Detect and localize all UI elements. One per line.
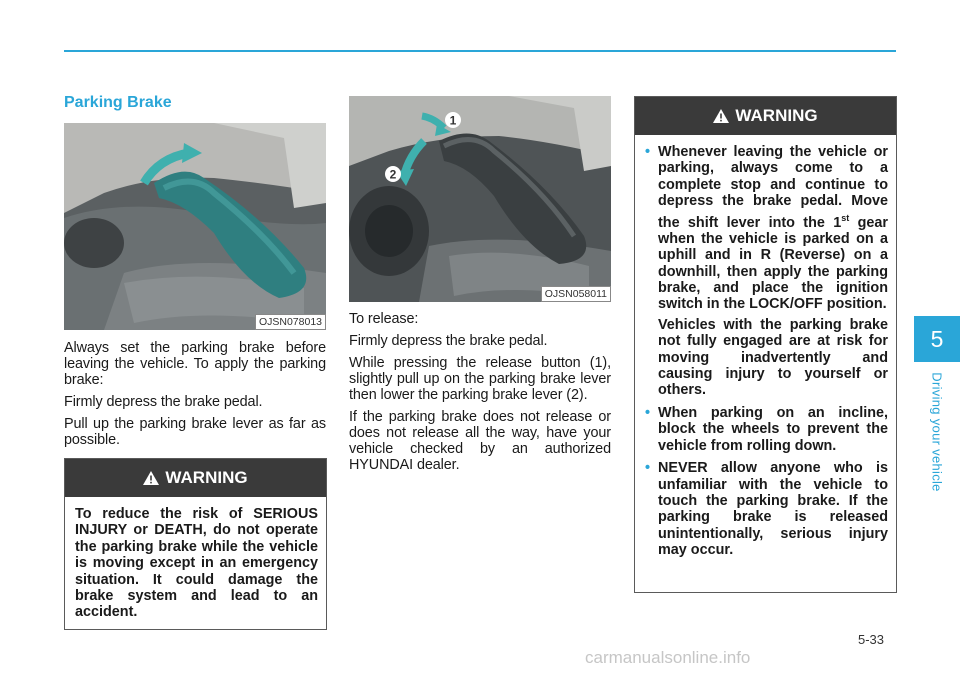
warning-item-text: gear when the vehicle is parked on a uphill and in R (Reverse) on a downhill, then apply the parking brake, and place the ignition switch in the LOCK/OFF position. xyxy=(658,214,888,313)
section-title: Parking Brake xyxy=(64,94,172,111)
warning-item xyxy=(645,460,888,558)
warning-title: WARNING xyxy=(165,468,248,487)
warning-triangle-icon xyxy=(713,109,729,123)
figure-code: OJSN078013 xyxy=(255,314,326,330)
page-number: 5-33 xyxy=(858,632,885,647)
callout-2: 2 xyxy=(389,167,397,182)
chapter-label: Driving your vehicle xyxy=(929,372,945,492)
warning-item-text: NEVER allow anyone who is unfamiliar with the vehicle to touch the parking brake. If the parking brake is released unintentionally, serious injury may occur. xyxy=(658,460,888,559)
warning-header xyxy=(65,459,326,497)
figure-code: OJSN058011 xyxy=(541,286,611,302)
bullet-icon: • xyxy=(645,144,651,160)
release-button-illustration xyxy=(349,96,611,302)
paragraph: If the parking brake does not release or does not release all the way, have your vehicle checked by an authorized HYUNDAI dealer. xyxy=(349,409,611,473)
warning-body xyxy=(65,497,326,629)
ordinal-suffix: st xyxy=(841,212,850,223)
paragraph: While pressing the release button (1), slightly pull up on the parking brake lever then lower the parking brake lever (2). xyxy=(349,355,611,403)
warning-body xyxy=(635,135,896,573)
parking-brake-lever-illustration xyxy=(64,123,326,330)
paragraph: Firmly depress the brake pedal. xyxy=(64,394,263,410)
bullet-icon: • xyxy=(645,404,651,421)
paragraph: Always set the parking brake before leaving the vehicle. To apply the parking brake: xyxy=(64,340,326,388)
warning-list xyxy=(645,144,888,559)
warning-item-subtext: Vehicles with the parking brake not fully engaged are at risk for moving inadvertently and causing injury to yourself or others. xyxy=(658,316,888,399)
warning-item-text: When parking on an incline, block the wheels to prevent the vehicle from rolling down. xyxy=(658,404,888,454)
release-instructions xyxy=(349,311,611,479)
callout-1: 1 xyxy=(449,113,457,128)
apply-instructions xyxy=(64,340,326,454)
warning-item-text: Whenever leaving the vehicle or parking, always come to a complete stop and continue to depress the brake pedal. Move the shift lever into the 1 xyxy=(658,144,888,231)
warning-item xyxy=(645,405,888,454)
paragraph: Firmly depress the brake pedal. xyxy=(349,333,548,349)
warning-header xyxy=(635,97,896,135)
header-rule xyxy=(64,50,896,52)
figure-release-parking-brake xyxy=(349,96,611,302)
watermark: carmanualsonline.info xyxy=(585,648,751,667)
warning-box-operation xyxy=(64,458,327,630)
warning-text: To reduce the risk of SERIOUS INJURY or DEATH, do not operate the parking brake while the vehicle is moving except in an emergency situation. It could damage the brake system and lead to an accident. xyxy=(75,506,318,621)
warning-box-parking xyxy=(634,96,897,593)
paragraph: Pull up the parking brake lever as far as possible. xyxy=(64,416,326,448)
bullet-icon: • xyxy=(645,460,651,477)
chapter-tab: 5 xyxy=(914,316,960,362)
paragraph: To release: xyxy=(349,311,419,327)
figure-apply-parking-brake xyxy=(64,123,326,330)
warning-item xyxy=(645,144,888,399)
warning-triangle-icon xyxy=(143,471,159,485)
warning-title: WARNING xyxy=(735,106,818,125)
